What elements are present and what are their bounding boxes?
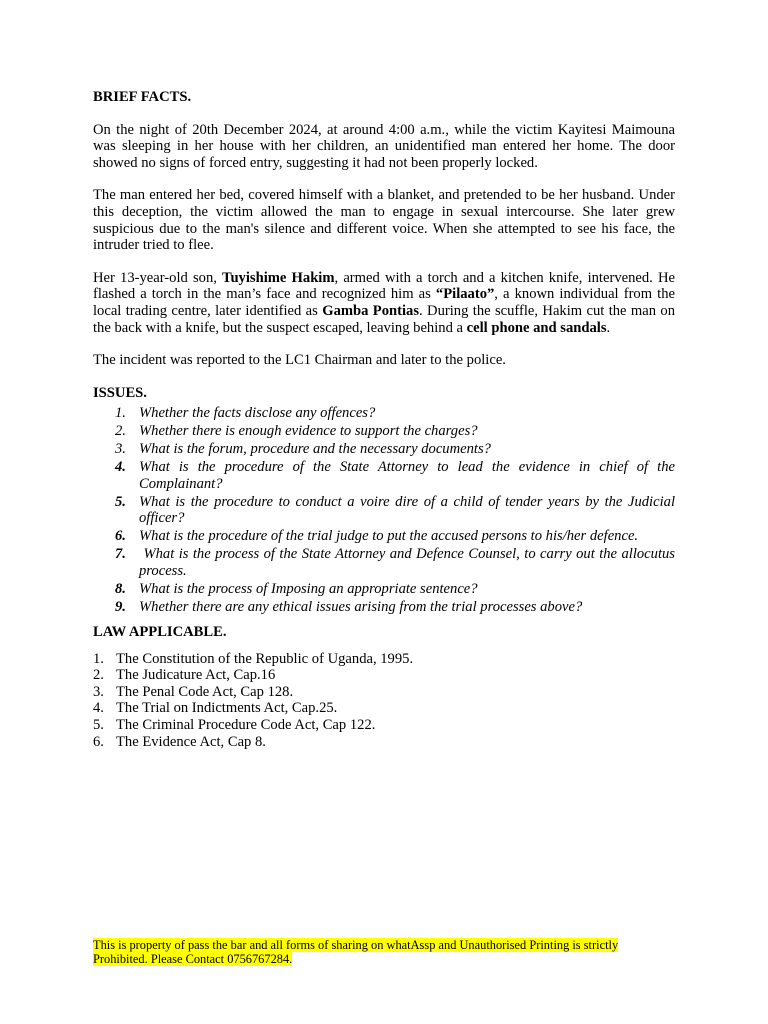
item-number: 8. bbox=[115, 580, 126, 597]
brief-facts-heading: BRIEF FACTS. bbox=[93, 89, 192, 105]
list-item bbox=[93, 734, 675, 751]
text-run: , armed with a torch and a kitchen knife, intervened. He flashed a torch in the man’s face and recognized him as bbox=[93, 269, 675, 303]
item-text: Whether there is enough evidence to support the charges? bbox=[139, 423, 478, 440]
item-text: What is the procedure of the trial judge to put the accused persons to his/her defence. bbox=[139, 528, 639, 545]
facts-paragraph-2: The man entered her bed, covered himself with a blanket, and pretended to be her husband. Under this deception, the victim allowed the man to engage in sexual intercourse. She later grew suspicious due to the man's silence and different voice. When she attempted to see his face, the intruder tried to flee. bbox=[93, 187, 675, 254]
item-number: 1. bbox=[93, 650, 104, 667]
item-number: 4. bbox=[115, 459, 126, 476]
text-run: . During the scuffle, Hakim cut the man on the back with a knife, but the suspect escaped, leaving behind a bbox=[93, 302, 675, 336]
suspect-alias: “Pilaato” bbox=[435, 286, 495, 303]
item-number: 7. bbox=[115, 546, 126, 563]
son-name: Tuyishime Hakim bbox=[222, 269, 335, 286]
item-text: The Evidence Act, Cap 8. bbox=[116, 733, 266, 750]
copyright-notice bbox=[93, 938, 675, 966]
item-text: The Constitution of the Republic of Uganda, 1995. bbox=[116, 650, 414, 667]
item-number: 9. bbox=[115, 598, 126, 615]
list-item bbox=[93, 423, 675, 440]
item-number: 3. bbox=[115, 441, 126, 458]
facts-paragraph-1: On the night of 20th December 2024, at around 4:00 a.m., while the victim Kayitesi Maimouna was sleeping in her house with her children, an unidentified man entered her home. The door showed no signs of forced entry, suggesting it had not been properly locked. bbox=[93, 121, 675, 171]
issues-list bbox=[93, 405, 679, 615]
item-text: What is the procedure of the State Attorney to lead the evidence in chief of the Complainant? bbox=[139, 459, 675, 492]
law-applicable-heading: LAW APPLICABLE. bbox=[93, 623, 227, 640]
facts-paragraph-3 bbox=[93, 270, 675, 336]
law-list bbox=[93, 651, 675, 751]
document-body bbox=[93, 89, 679, 750]
list-item bbox=[93, 528, 675, 545]
list-item bbox=[93, 494, 675, 527]
item-text: What is the process of Imposing an appropriate sentence? bbox=[139, 580, 478, 597]
item-text: Whether there are any ethical issues arising from the trial processes above? bbox=[139, 598, 583, 615]
suspect-name: Gamba Pontias bbox=[322, 302, 420, 319]
item-number: 6. bbox=[115, 528, 126, 545]
item-number: 1. bbox=[115, 405, 126, 422]
list-item bbox=[93, 581, 675, 598]
list-item bbox=[93, 700, 675, 717]
list-item bbox=[93, 717, 675, 734]
item-text: The Penal Code Act, Cap 128. bbox=[116, 683, 294, 700]
highlighted-notice-text: This is property of pass the bar and all forms of sharing on whatAssp and Unauthorised Printing is strictly Prohibited. Please Contact 0756767284. bbox=[93, 938, 619, 966]
list-item bbox=[93, 546, 679, 579]
list-item bbox=[93, 599, 675, 616]
text-run: . bbox=[606, 319, 611, 336]
list-item bbox=[93, 651, 675, 668]
list-item bbox=[93, 441, 675, 458]
list-item bbox=[93, 459, 675, 492]
item-number: 2. bbox=[115, 423, 126, 440]
list-item bbox=[93, 667, 675, 684]
item-text: The Judicature Act, Cap.16 bbox=[116, 667, 276, 684]
text-run: Her 13-year-old son, bbox=[93, 269, 223, 286]
item-number: 2. bbox=[93, 667, 104, 684]
item-text: What is the process of the State Attorney and Defence Counsel, to carry out the allocutus process. bbox=[139, 546, 679, 579]
item-text: The Criminal Procedure Code Act, Cap 122. bbox=[116, 716, 376, 733]
item-number: 5. bbox=[115, 493, 126, 510]
item-text: The Trial on Indictments Act, Cap.25. bbox=[116, 700, 338, 717]
item-number: 6. bbox=[93, 733, 104, 750]
item-text: What is the forum, procedure and the necessary documents? bbox=[139, 441, 491, 458]
facts-paragraph-4: The incident was reported to the LC1 Chairman and later to the police. bbox=[93, 352, 506, 369]
issues-heading: ISSUES. bbox=[93, 384, 147, 401]
item-text: Whether the facts disclose any offences? bbox=[139, 405, 376, 422]
item-number: 3. bbox=[93, 683, 104, 700]
list-item bbox=[93, 684, 675, 701]
item-text: What is the procedure to conduct a voire dire of a child of tender years by the Judicial officer? bbox=[139, 493, 675, 527]
text-run: , a known individual from the local trading centre, later identified as bbox=[93, 286, 675, 319]
list-item bbox=[93, 405, 675, 422]
items-left-behind: cell phone and sandals bbox=[466, 319, 607, 336]
item-number: 5. bbox=[93, 716, 104, 733]
item-number: 4. bbox=[93, 700, 104, 717]
